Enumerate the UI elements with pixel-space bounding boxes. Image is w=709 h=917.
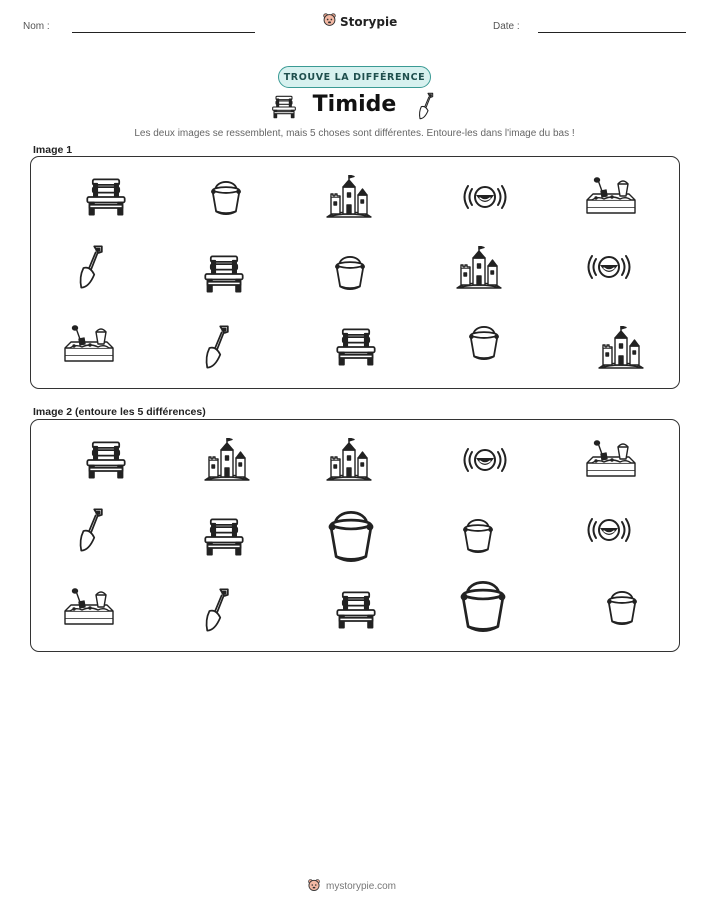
shovel-icon[interactable] [197, 584, 237, 636]
bucket-icon[interactable] [203, 174, 249, 220]
bench-icon[interactable] [333, 324, 379, 370]
image1-panel [30, 156, 680, 389]
sandbox-icon[interactable] [61, 322, 117, 368]
name-label: Nom : [23, 21, 50, 32]
name-field-line[interactable] [72, 32, 255, 33]
bench-icon[interactable] [83, 174, 129, 220]
bench-icon[interactable] [333, 587, 379, 633]
storypie-mascot-icon [307, 878, 321, 895]
image2-panel [30, 419, 680, 652]
shy-face-icon[interactable] [459, 174, 511, 220]
bench-icon[interactable] [201, 514, 247, 560]
shovel-icon[interactable] [197, 321, 237, 373]
sandcastle-icon[interactable] [201, 437, 253, 483]
storypie-mascot-icon [322, 12, 337, 32]
brand-name: Storypie [340, 15, 398, 29]
shy-face-icon[interactable] [583, 244, 635, 290]
bench-icon[interactable] [201, 251, 247, 297]
shy-face-icon[interactable] [459, 437, 511, 483]
date-label: Date : [493, 21, 520, 32]
instructions: Les deux images se ressemblent, mais 5 choses sont différentes. Entoure-les dans l'image du bas ! [134, 128, 575, 139]
bucket-icon[interactable] [327, 249, 373, 295]
bucket-icon[interactable] [455, 512, 501, 558]
footer [307, 878, 396, 895]
brand-logo [322, 12, 397, 32]
sandbox-icon[interactable] [583, 437, 639, 483]
sandcastle-icon[interactable] [323, 174, 375, 220]
bucket-icon[interactable] [599, 584, 645, 630]
page-title: Timide [312, 92, 397, 117]
bucket-icon[interactable] [451, 572, 515, 638]
shovel-icon[interactable] [71, 241, 111, 293]
sandcastle-icon[interactable] [453, 245, 505, 291]
sandcastle-icon[interactable] [323, 437, 375, 483]
title-row [0, 92, 709, 124]
sandbox-icon[interactable] [61, 585, 117, 631]
sandbox-icon[interactable] [583, 174, 639, 220]
bucket-icon[interactable] [461, 319, 507, 365]
bucket-icon[interactable] [319, 502, 383, 568]
shy-face-icon[interactable] [583, 507, 635, 553]
image2-label: Image 2 (entoure les 5 différences) [33, 406, 206, 418]
sandcastle-icon[interactable] [595, 325, 647, 371]
bench-icon[interactable] [83, 437, 129, 483]
date-field-line[interactable] [538, 32, 686, 33]
image1-label: Image 1 [33, 144, 73, 156]
footer-url[interactable]: mystorypie.com [326, 881, 397, 892]
shovel-icon[interactable] [71, 504, 111, 556]
activity-type-badge: TROUVE LA DIFFÉRENCE [278, 66, 431, 88]
shovel-icon [418, 92, 434, 125]
